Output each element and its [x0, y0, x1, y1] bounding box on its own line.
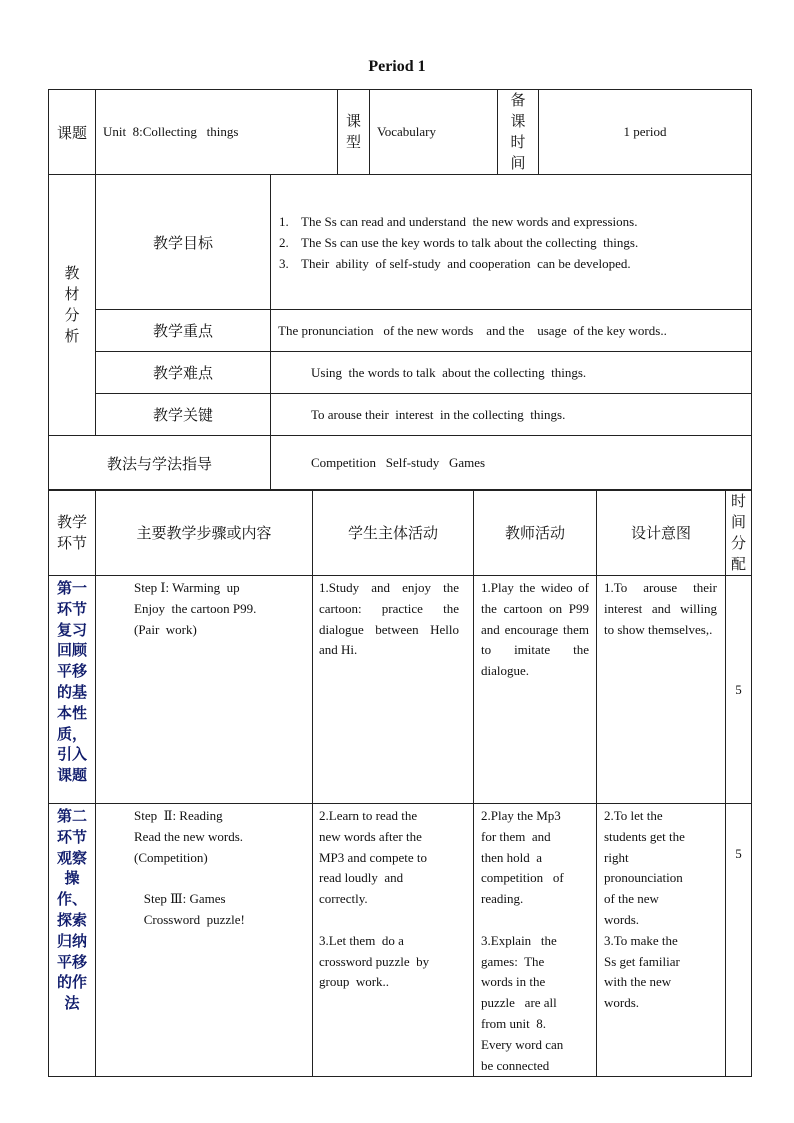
goal-item: 1. The Ss can read and understand the new words and expressions. [279, 213, 638, 229]
goal-item: 2. The Ss can use the key words to talk about the collecting things. [279, 234, 639, 250]
teacher-cell: 1.Play the wideo of the cartoon on P99 and encourage them to imitate the dialogue. [474, 576, 597, 804]
difficulty-value: Using the words to talk about the collecting things. [271, 352, 752, 394]
content-cell: Step Ⅰ: Warming up Enjoy the cartoon P99. (Pair work) [96, 576, 313, 804]
key-label: 教学关键 [96, 394, 271, 436]
course-value: Unit 8:Collecting things [96, 90, 338, 175]
key-value: To arouse their interest in the collecting things. [271, 394, 752, 436]
table-row [49, 804, 752, 1077]
intent-cell: 1.To arouse their interest and willing to show themselves,. [597, 576, 726, 804]
type-label: 课型 [338, 90, 370, 175]
time-cell: 5 [726, 576, 752, 804]
content-cell: Step Ⅱ: Reading Read the new words. (Competition) Step Ⅲ: Games Crossword puzzle! [96, 804, 313, 1077]
difficulty-label: 教学难点 [96, 352, 271, 394]
goal-list [271, 175, 752, 310]
content-header: 主要教学步骤或内容 [96, 490, 313, 576]
stage-cell: 第一环节复习回顾平移的基本性质，引入课题 [49, 576, 96, 804]
page-title: Period 1 [368, 58, 426, 75]
key-point-label: 教学重点 [96, 310, 271, 352]
student-cell: 1.Study and enjoy the cartoon: practice the dialogue between Hello and Hi. [313, 576, 474, 804]
student-header: 学生主体活动 [313, 490, 474, 576]
prep-label: 备课时间 [498, 90, 539, 175]
student-cell: 2.Learn to read the new words after the MP3 and compete to read loudly and correctly. 3.Let them do a crossword puzzle by group work.. [313, 804, 474, 1077]
table-row [49, 576, 752, 804]
prep-value: 1 period [539, 90, 752, 175]
teacher-cell: 2.Play the Mp3 for them and then hold a competition of reading. 3.Explain the games: The words in the puzzle are all from unit 8. Every word can be connected [474, 804, 597, 1077]
time-cell: 5 [726, 804, 752, 1077]
stage-header: 教学环节 [49, 490, 96, 576]
type-value: Vocabulary [370, 90, 498, 175]
steps-table [48, 489, 752, 1077]
stage-cell: 第二环节观察操作、探索归纳平移的作法 [49, 804, 96, 1077]
time-header: 时间分配 [726, 490, 752, 576]
key-point-value: The pronunciation of the new words and the usage of the key words.. [271, 310, 752, 352]
goal-item: 3. Their ability of self-study and cooperation can be developed. [279, 255, 631, 271]
course-label: 课题 [49, 90, 96, 175]
method-label: 教法与学法指导 [49, 436, 271, 491]
analysis-label: 教材分析 [49, 175, 96, 436]
lesson-info-table [48, 89, 752, 491]
intent-header: 设计意图 [597, 490, 726, 576]
intent-cell: 2.To let the students get the right pronounciation of the new words. 3.To make the Ss get familiar with the new words. [597, 804, 726, 1077]
teacher-header: 教师活动 [474, 490, 597, 576]
goal-label: 教学目标 [96, 175, 271, 310]
method-value: Competition Self-study Games [271, 436, 752, 491]
